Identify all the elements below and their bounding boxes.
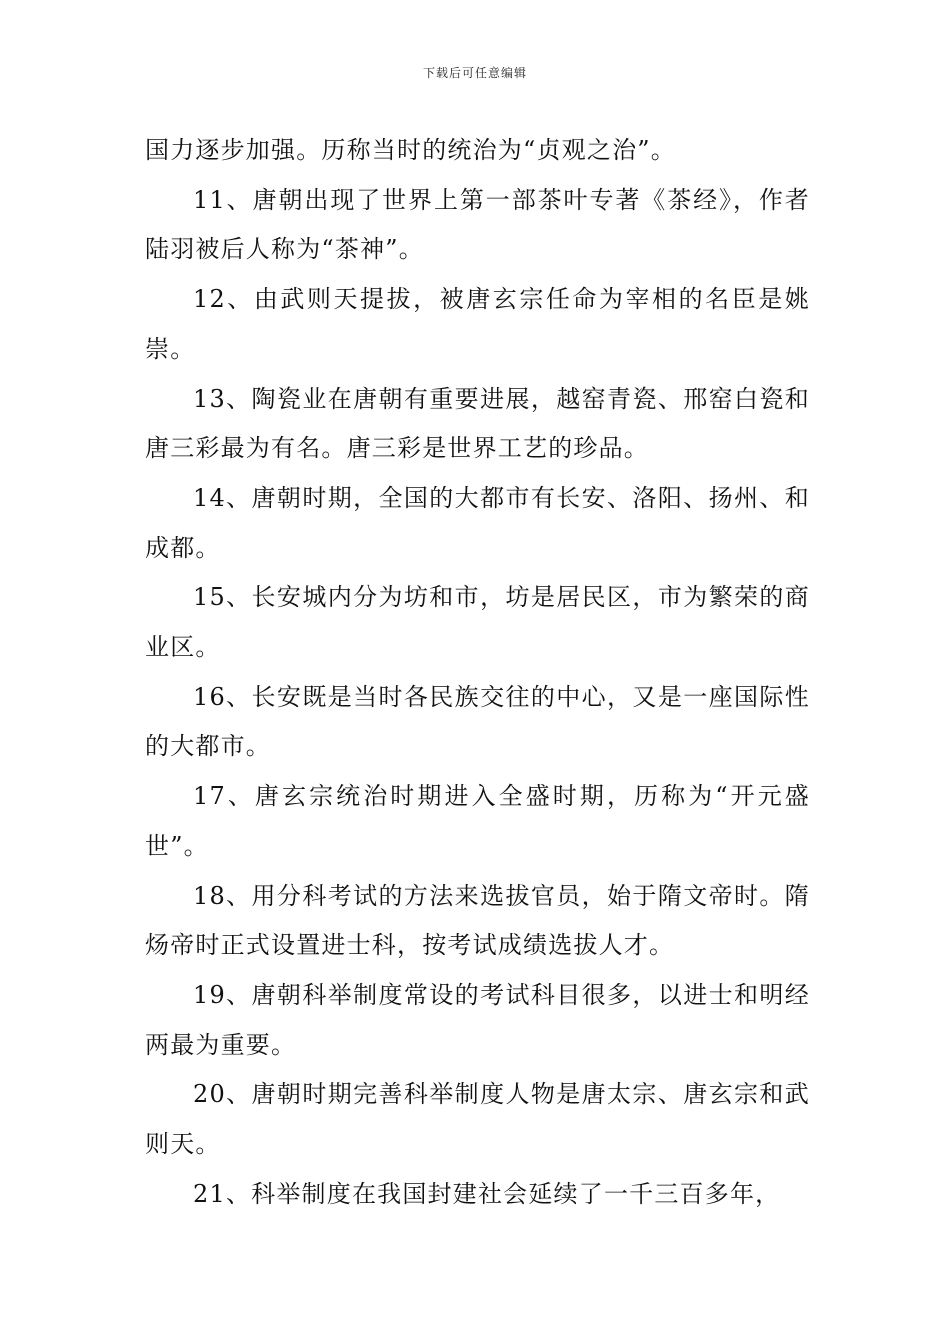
paragraph-continuation: 国力逐步加强。历称当时的统治为“贞观之治”。 [145,136,676,164]
paragraph-item-11: 11、唐朝出现了世界上第一部茶叶专著《茶经》，作者陆羽被后人称为“茶神”。 [145,185,810,264]
paragraph-item-14: 14、唐朝时期，全国的大都市有长安、洛阳、扬州、和成都。 [145,483,810,562]
paragraph-item-20: 20、唐朝时期完善科举制度人物是唐太宗、唐玄宗和武则天。 [145,1080,810,1159]
paragraph-item-21: 21、科举制度在我国封建社会延续了一千三百多年， [193,1179,781,1208]
paragraph-item-17: 17、唐玄宗统治时期进入全盛时期，历称为“开元盛世”。 [145,782,810,860]
page-header: 下载后可任意编辑 [422,66,527,80]
paragraph-item-13: 13、陶瓷业在唐朝有重要进展，越窑青瓷、邢窑白瓷和唐三彩最为有名。唐三彩是世界工艺的珍品。 [145,384,810,463]
document-body [145,126,810,1219]
paragraph-item-16: 16、长安既是当时各民族交往的中心，又是一座国际性的大都市。 [145,682,810,761]
paragraph-item-12: 12、由武则天提拔，被唐玄宗任命为宰相的名臣是姚崇。 [145,285,810,363]
paragraph-item-18: 18、用分科考试的方法来选拔官员，始于隋文帝时。隋炀帝时正式设置进士科，按考试成绩选拔人才。 [145,881,810,960]
paragraph-item-19: 19、唐朝科举制度常设的考试科目很多，以进士和明经两最为重要。 [145,980,810,1059]
paragraph-item-15: 15、长安城内分为坊和市，坊是居民区，市为繁荣的商业区。 [145,583,810,662]
